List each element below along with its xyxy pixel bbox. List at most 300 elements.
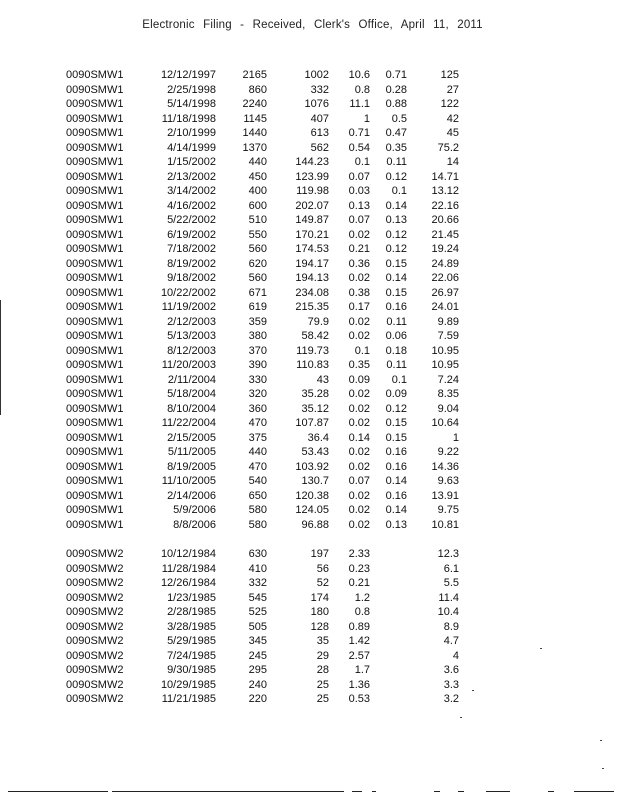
table-cell: 119.73 bbox=[296, 344, 329, 357]
table-cell: 1.7 bbox=[354, 664, 370, 676]
table-cell: 3/14/2002 bbox=[167, 185, 216, 197]
table-cell: 0.02 bbox=[348, 402, 370, 415]
table-cell: 6.1 bbox=[443, 562, 459, 575]
table-cell: 440 bbox=[248, 446, 267, 458]
table-cell: 11/18/1998 bbox=[161, 112, 216, 125]
table-cell: 1.36 bbox=[348, 678, 370, 691]
table-row bbox=[62, 518, 462, 533]
table-cell: 7.59 bbox=[437, 330, 459, 342]
table-cell: 3.6 bbox=[443, 664, 459, 676]
table-cell: 107.87 bbox=[295, 417, 329, 429]
table-cell: 630 bbox=[248, 548, 267, 560]
table-cell: 1/15/2002 bbox=[167, 156, 216, 168]
table-cell: 613 bbox=[310, 127, 329, 139]
table-cell: 75.2 bbox=[437, 141, 459, 154]
table-cell: 0.71 bbox=[385, 69, 407, 81]
table-row bbox=[62, 286, 462, 301]
table-row bbox=[62, 141, 462, 156]
table-cell: 27 bbox=[446, 83, 459, 96]
table-cell: 0.07 bbox=[348, 170, 370, 183]
table-cell: 10/22/2002 bbox=[160, 286, 216, 299]
table-cell: 25 bbox=[316, 678, 329, 691]
table-cell: 234.08 bbox=[295, 286, 329, 299]
table-cell: 3/28/1985 bbox=[167, 620, 216, 633]
table-cell: 0.15 bbox=[385, 286, 407, 299]
table-cell: 0090SMW1 bbox=[66, 475, 124, 487]
table-cell: 860 bbox=[248, 83, 267, 96]
footer-rule bbox=[458, 791, 464, 792]
table-cell: 0.16 bbox=[385, 489, 407, 502]
table-row bbox=[62, 126, 462, 141]
table-cell: 0.14 bbox=[385, 272, 407, 284]
table-row bbox=[62, 184, 462, 199]
table-cell: 110.83 bbox=[296, 359, 329, 371]
table-row bbox=[62, 503, 462, 518]
table-cell: 2/14/2006 bbox=[167, 489, 216, 502]
table-cell: 2/15/2005 bbox=[167, 431, 216, 444]
table-row bbox=[62, 692, 462, 707]
table-cell: 0.36 bbox=[348, 257, 370, 270]
table-cell: 0.14 bbox=[348, 431, 370, 444]
table-cell: 0.13 bbox=[385, 214, 407, 226]
table-cell: 8/8/2006 bbox=[173, 518, 216, 531]
table-cell: 620 bbox=[248, 257, 267, 270]
table-cell: 8/19/2005 bbox=[167, 460, 216, 473]
table-cell: 0.02 bbox=[348, 489, 370, 502]
footer-rule bbox=[548, 791, 554, 792]
table-cell: 14.71 bbox=[431, 170, 459, 183]
table-cell: 332 bbox=[310, 83, 329, 96]
table-cell: 123.99 bbox=[295, 170, 329, 183]
table-cell: 144.23 bbox=[295, 156, 329, 168]
table-cell: 28 bbox=[316, 664, 329, 676]
table-cell: 174.53 bbox=[295, 243, 329, 255]
table-cell: 0090SMW1 bbox=[66, 388, 124, 400]
table-cell: 0.38 bbox=[348, 286, 370, 299]
table-cell: 0.89 bbox=[348, 620, 370, 633]
table-cell: 0090SMW1 bbox=[66, 446, 124, 458]
table-cell: 0.8 bbox=[354, 606, 370, 618]
data-table bbox=[62, 68, 462, 707]
scan-speck bbox=[472, 690, 474, 691]
table-cell: 470 bbox=[248, 460, 267, 473]
table-cell: 505 bbox=[248, 620, 267, 633]
table-cell: 2.57 bbox=[348, 649, 370, 662]
table-cell: 13.12 bbox=[431, 185, 459, 197]
table-cell: 5/9/2006 bbox=[173, 504, 216, 516]
footer-rule bbox=[372, 791, 376, 792]
table-cell: 580 bbox=[248, 518, 267, 531]
table-row bbox=[62, 547, 462, 562]
table-cell: 2/28/1985 bbox=[167, 606, 216, 618]
table-cell: 21.45 bbox=[431, 228, 459, 241]
table-cell: 9.22 bbox=[437, 446, 459, 458]
table-cell: 0090SMW1 bbox=[66, 98, 124, 110]
table-cell: 10.95 bbox=[431, 359, 459, 371]
table-cell: 58.42 bbox=[301, 330, 329, 342]
table-cell: 0090SMW1 bbox=[66, 214, 124, 226]
table-cell: 5/29/1985 bbox=[167, 635, 216, 647]
table-cell: 0.03 bbox=[348, 185, 370, 197]
table-cell: 0.02 bbox=[348, 460, 370, 473]
table-cell: 10.81 bbox=[431, 518, 459, 531]
table-cell: 14.36 bbox=[431, 460, 459, 473]
table-cell: 8/12/2003 bbox=[167, 344, 216, 357]
table-cell: 12/12/1997 bbox=[160, 69, 216, 81]
table-row bbox=[62, 170, 462, 185]
table-row bbox=[62, 634, 462, 649]
table-cell: 0.02 bbox=[348, 315, 370, 328]
table-cell: 7/24/1985 bbox=[167, 649, 216, 662]
table-cell: 180 bbox=[310, 606, 329, 618]
table-cell: 9/30/1985 bbox=[167, 664, 216, 676]
table-cell: 10.64 bbox=[431, 417, 459, 429]
table-cell: 3.2 bbox=[443, 693, 459, 705]
table-cell: 0090SMW1 bbox=[66, 504, 124, 516]
table-cell: 245 bbox=[248, 649, 267, 662]
table-cell: 220 bbox=[248, 693, 267, 705]
table-cell: 359 bbox=[248, 315, 267, 328]
table-cell: 380 bbox=[248, 330, 267, 342]
table-row bbox=[62, 416, 462, 431]
table-cell: 0.02 bbox=[348, 446, 370, 458]
table-cell: 10/29/1985 bbox=[160, 678, 216, 691]
table-cell: 11/10/2005 bbox=[161, 475, 216, 487]
footer-rule bbox=[352, 791, 362, 792]
table-cell: 540 bbox=[248, 475, 267, 487]
table-cell: 194.13 bbox=[295, 272, 329, 284]
table-cell: 525 bbox=[248, 606, 267, 618]
table-row bbox=[62, 329, 462, 344]
table-cell: 0090SMW1 bbox=[66, 359, 124, 371]
table-cell: 11/28/1984 bbox=[161, 562, 216, 575]
table-cell: 330 bbox=[248, 373, 267, 386]
table-cell: 215.35 bbox=[295, 301, 329, 313]
table-cell: 1.42 bbox=[348, 635, 370, 647]
table-cell: 0090SMW1 bbox=[66, 460, 124, 473]
table-cell: 1/23/1985 bbox=[167, 591, 216, 604]
table-cell: 4/16/2002 bbox=[167, 199, 216, 212]
table-cell: 0.15 bbox=[385, 417, 407, 429]
table-cell: 0090SMW1 bbox=[66, 402, 124, 415]
table-cell: 0090SMW1 bbox=[66, 243, 124, 255]
table-cell: 0.07 bbox=[348, 475, 370, 487]
table-cell: 332 bbox=[248, 577, 267, 589]
footer-rule bbox=[486, 791, 510, 792]
table-cell: 202.07 bbox=[295, 199, 329, 212]
table-cell: 410 bbox=[248, 562, 267, 575]
table-row bbox=[62, 300, 462, 315]
table-cell: 0.35 bbox=[385, 141, 407, 154]
table-cell: 0090SMW2 bbox=[66, 620, 124, 633]
table-cell: 0.1 bbox=[391, 185, 407, 197]
table-cell: 103.92 bbox=[295, 460, 329, 473]
table-cell: 174 bbox=[310, 591, 329, 604]
table-cell: 0090SMW1 bbox=[66, 301, 124, 313]
table-row bbox=[62, 663, 462, 678]
table-cell: 1.2 bbox=[354, 591, 370, 604]
table-cell: 1002 bbox=[304, 69, 329, 81]
table-cell: 43 bbox=[316, 373, 329, 386]
table-cell: 0.28 bbox=[385, 83, 407, 96]
table-cell: 11/22/2004 bbox=[161, 417, 216, 429]
table-cell: 19.24 bbox=[431, 243, 459, 255]
table-cell: 0.16 bbox=[385, 301, 407, 313]
table-cell: 149.87 bbox=[295, 214, 329, 226]
table-cell: 119.98 bbox=[296, 185, 329, 197]
table-cell: 0090SMW1 bbox=[66, 417, 124, 429]
table-cell: 0.15 bbox=[385, 257, 407, 270]
table-cell: 295 bbox=[248, 664, 267, 676]
table-cell: 0090SMW2 bbox=[66, 562, 124, 575]
table-cell: 3.3 bbox=[443, 678, 459, 691]
table-cell: 25 bbox=[316, 693, 329, 705]
table-cell: 560 bbox=[248, 272, 267, 284]
table-cell: 0090SMW1 bbox=[66, 228, 124, 241]
table-row bbox=[62, 155, 462, 170]
table-cell: 562 bbox=[310, 141, 329, 154]
table-cell: 1145 bbox=[243, 112, 267, 125]
table-cell: 0090SMW1 bbox=[66, 286, 124, 299]
table-row bbox=[62, 649, 462, 664]
table-cell: 5/14/1998 bbox=[167, 98, 216, 110]
table-row bbox=[62, 68, 462, 83]
table-cell: 650 bbox=[248, 489, 267, 502]
table-cell: 9.75 bbox=[437, 504, 459, 516]
table-cell: 5/11/2005 bbox=[167, 446, 216, 458]
table-row bbox=[62, 344, 462, 359]
table-cell: 5/22/2002 bbox=[167, 214, 216, 226]
table-cell: 0090SMW2 bbox=[66, 635, 124, 647]
table-cell: 0.88 bbox=[385, 98, 407, 110]
table-cell: 120.38 bbox=[295, 489, 329, 502]
group-spacer bbox=[62, 532, 462, 547]
table-cell: 0090SMW2 bbox=[66, 591, 124, 604]
footer-rule bbox=[112, 791, 344, 792]
table-cell: 0090SMW2 bbox=[66, 664, 124, 676]
table-cell: 56 bbox=[316, 562, 329, 575]
table-row bbox=[62, 460, 462, 475]
table-cell: 29 bbox=[316, 649, 329, 662]
table-row bbox=[62, 605, 462, 620]
table-cell: 0090SMW1 bbox=[66, 257, 124, 270]
table-cell: 1 bbox=[363, 112, 370, 125]
footer-rule bbox=[574, 791, 614, 792]
table-cell: 2/11/2004 bbox=[167, 373, 216, 386]
table-cell: 0.15 bbox=[385, 431, 407, 444]
table-row bbox=[62, 431, 462, 446]
table-cell: 0.02 bbox=[348, 417, 370, 429]
table-cell: 0.13 bbox=[385, 518, 407, 531]
table-cell: 1440 bbox=[242, 127, 267, 139]
table-cell: 0090SMW1 bbox=[66, 112, 124, 125]
table-cell: 79.9 bbox=[307, 315, 329, 328]
table-cell: 320 bbox=[248, 388, 267, 400]
table-cell: 9.89 bbox=[437, 315, 459, 328]
table-cell: 510 bbox=[248, 214, 267, 226]
table-cell: 0.11 bbox=[386, 156, 407, 168]
table-cell: 0.35 bbox=[348, 359, 370, 371]
table-cell: 0.54 bbox=[348, 141, 370, 154]
table-row bbox=[62, 678, 462, 693]
table-cell: 0.09 bbox=[348, 373, 370, 386]
table-cell: 671 bbox=[248, 286, 267, 299]
table-cell: 5.5 bbox=[443, 577, 459, 589]
table-cell: 0090SMW1 bbox=[66, 170, 124, 183]
table-cell: 0090SMW1 bbox=[66, 489, 124, 502]
table-row bbox=[62, 474, 462, 489]
table-cell: 0.53 bbox=[348, 693, 370, 705]
table-cell: 20.66 bbox=[431, 214, 459, 226]
table-cell: 96.88 bbox=[301, 518, 329, 531]
table-cell: 345 bbox=[248, 635, 267, 647]
table-cell: 0.02 bbox=[348, 518, 370, 531]
table-row bbox=[62, 112, 462, 127]
table-cell: 0.18 bbox=[385, 344, 407, 357]
table-cell: 9.63 bbox=[437, 475, 459, 487]
table-group-smw1 bbox=[62, 68, 462, 532]
table-cell: 24.01 bbox=[431, 301, 459, 313]
footer-rule bbox=[434, 791, 440, 792]
table-cell: 360 bbox=[248, 402, 267, 415]
table-cell: 400 bbox=[248, 185, 267, 197]
table-cell: 0.13 bbox=[348, 199, 370, 212]
table-cell: 0.1 bbox=[354, 156, 370, 168]
table-cell: 1370 bbox=[242, 141, 267, 154]
table-cell: 0.02 bbox=[348, 272, 370, 284]
table-cell: 53.43 bbox=[301, 446, 329, 458]
table-cell: 407 bbox=[310, 112, 329, 125]
table-cell: 128 bbox=[310, 620, 329, 633]
table-cell: 35 bbox=[316, 635, 329, 647]
table-cell: 0.14 bbox=[385, 504, 407, 516]
table-cell: 470 bbox=[248, 417, 267, 429]
table-cell: 0.16 bbox=[385, 446, 407, 458]
table-cell: 0.02 bbox=[348, 228, 370, 241]
scan-edge-mark bbox=[0, 300, 1, 415]
table-cell: 0.09 bbox=[385, 388, 407, 400]
table-cell: 35.12 bbox=[301, 402, 329, 415]
table-cell: 0.71 bbox=[348, 127, 370, 139]
table-cell: 0.1 bbox=[354, 344, 370, 357]
table-cell: 130.7 bbox=[301, 475, 329, 487]
table-row bbox=[62, 228, 462, 243]
table-cell: 0090SMW1 bbox=[66, 156, 124, 168]
table-row bbox=[62, 402, 462, 417]
table-cell: 7/18/2002 bbox=[167, 243, 216, 255]
table-row bbox=[62, 591, 462, 606]
table-row bbox=[62, 387, 462, 402]
table-cell: 0090SMW1 bbox=[66, 518, 124, 531]
table-row bbox=[62, 373, 462, 388]
footer-rule bbox=[8, 791, 108, 792]
table-row bbox=[62, 358, 462, 373]
table-row bbox=[62, 242, 462, 257]
table-cell: 0090SMW1 bbox=[66, 185, 124, 197]
table-cell: 0.17 bbox=[348, 301, 370, 313]
table-cell: 52 bbox=[316, 577, 329, 589]
table-cell: 0.5 bbox=[391, 112, 407, 125]
table-cell: 10.4 bbox=[437, 606, 459, 618]
table-cell: 197 bbox=[310, 548, 329, 560]
table-cell: 0.16 bbox=[385, 460, 407, 473]
table-cell: 0090SMW2 bbox=[66, 548, 124, 560]
table-cell: 550 bbox=[248, 228, 267, 241]
table-cell: 2165 bbox=[242, 69, 267, 81]
table-cell: 10/12/1984 bbox=[160, 548, 216, 560]
table-cell: 619 bbox=[248, 301, 267, 313]
table-cell: 0.02 bbox=[348, 330, 370, 342]
table-cell: 580 bbox=[248, 504, 267, 516]
table-cell: 0.21 bbox=[348, 243, 370, 255]
table-cell: 7.24 bbox=[437, 373, 459, 386]
scan-speck bbox=[540, 648, 542, 649]
table-cell: 4/14/1999 bbox=[167, 141, 216, 154]
table-cell: 0.12 bbox=[385, 243, 407, 255]
table-row bbox=[62, 83, 462, 98]
table-cell: 11/19/2002 bbox=[161, 301, 216, 313]
table-cell: 0.1 bbox=[391, 373, 407, 386]
table-cell: 8.9 bbox=[443, 620, 459, 633]
table-cell: 5/18/2004 bbox=[167, 388, 216, 400]
table-row bbox=[62, 445, 462, 460]
table-cell: 0.02 bbox=[348, 388, 370, 400]
table-row bbox=[62, 271, 462, 286]
table-cell: 0.07 bbox=[348, 214, 370, 226]
table-cell: 36.4 bbox=[307, 431, 329, 444]
table-cell: 0090SMW2 bbox=[66, 577, 124, 589]
table-row bbox=[62, 576, 462, 591]
table-cell: 1076 bbox=[304, 98, 329, 110]
table-cell: 0090SMW1 bbox=[66, 431, 124, 444]
table-row bbox=[62, 489, 462, 504]
table-cell: 450 bbox=[248, 170, 267, 183]
scan-speck bbox=[460, 717, 462, 718]
table-cell: 124.05 bbox=[295, 504, 329, 516]
table-cell: 11/21/1985 bbox=[161, 693, 216, 705]
table-row bbox=[62, 97, 462, 112]
table-cell: 0090SMW1 bbox=[66, 272, 124, 284]
table-cell: 0090SMW1 bbox=[66, 199, 124, 212]
table-cell: 0.14 bbox=[385, 475, 407, 487]
table-cell: 0.8 bbox=[354, 83, 370, 96]
table-cell: 0.12 bbox=[385, 170, 407, 183]
table-cell: 35.28 bbox=[301, 388, 329, 400]
table-cell: 8.35 bbox=[437, 388, 459, 400]
table-cell: 8/19/2002 bbox=[167, 257, 216, 270]
table-cell: 0090SMW2 bbox=[66, 606, 124, 618]
table-cell: 11.4 bbox=[438, 591, 459, 604]
table-group-smw2 bbox=[62, 547, 462, 707]
table-cell: 0090SMW1 bbox=[66, 315, 124, 328]
table-cell: 42 bbox=[446, 112, 459, 125]
table-cell: 0090SMW1 bbox=[66, 83, 124, 96]
table-cell: 0090SMW1 bbox=[66, 344, 124, 357]
table-cell: 0.11 bbox=[386, 359, 407, 371]
table-cell: 2/10/1999 bbox=[167, 127, 216, 139]
table-row bbox=[62, 213, 462, 228]
table-cell: 12/26/1984 bbox=[160, 577, 216, 589]
table-cell: 22.06 bbox=[431, 272, 459, 284]
table-cell: 8/10/2004 bbox=[167, 402, 216, 415]
table-cell: 390 bbox=[248, 359, 267, 371]
table-cell: 26.97 bbox=[431, 286, 459, 299]
table-cell: 0.06 bbox=[385, 330, 407, 342]
table-cell: 0090SMW2 bbox=[66, 678, 124, 691]
table-cell: 0.14 bbox=[385, 199, 407, 212]
table-cell: 0.12 bbox=[385, 402, 407, 415]
table-cell: 0090SMW2 bbox=[66, 649, 124, 662]
